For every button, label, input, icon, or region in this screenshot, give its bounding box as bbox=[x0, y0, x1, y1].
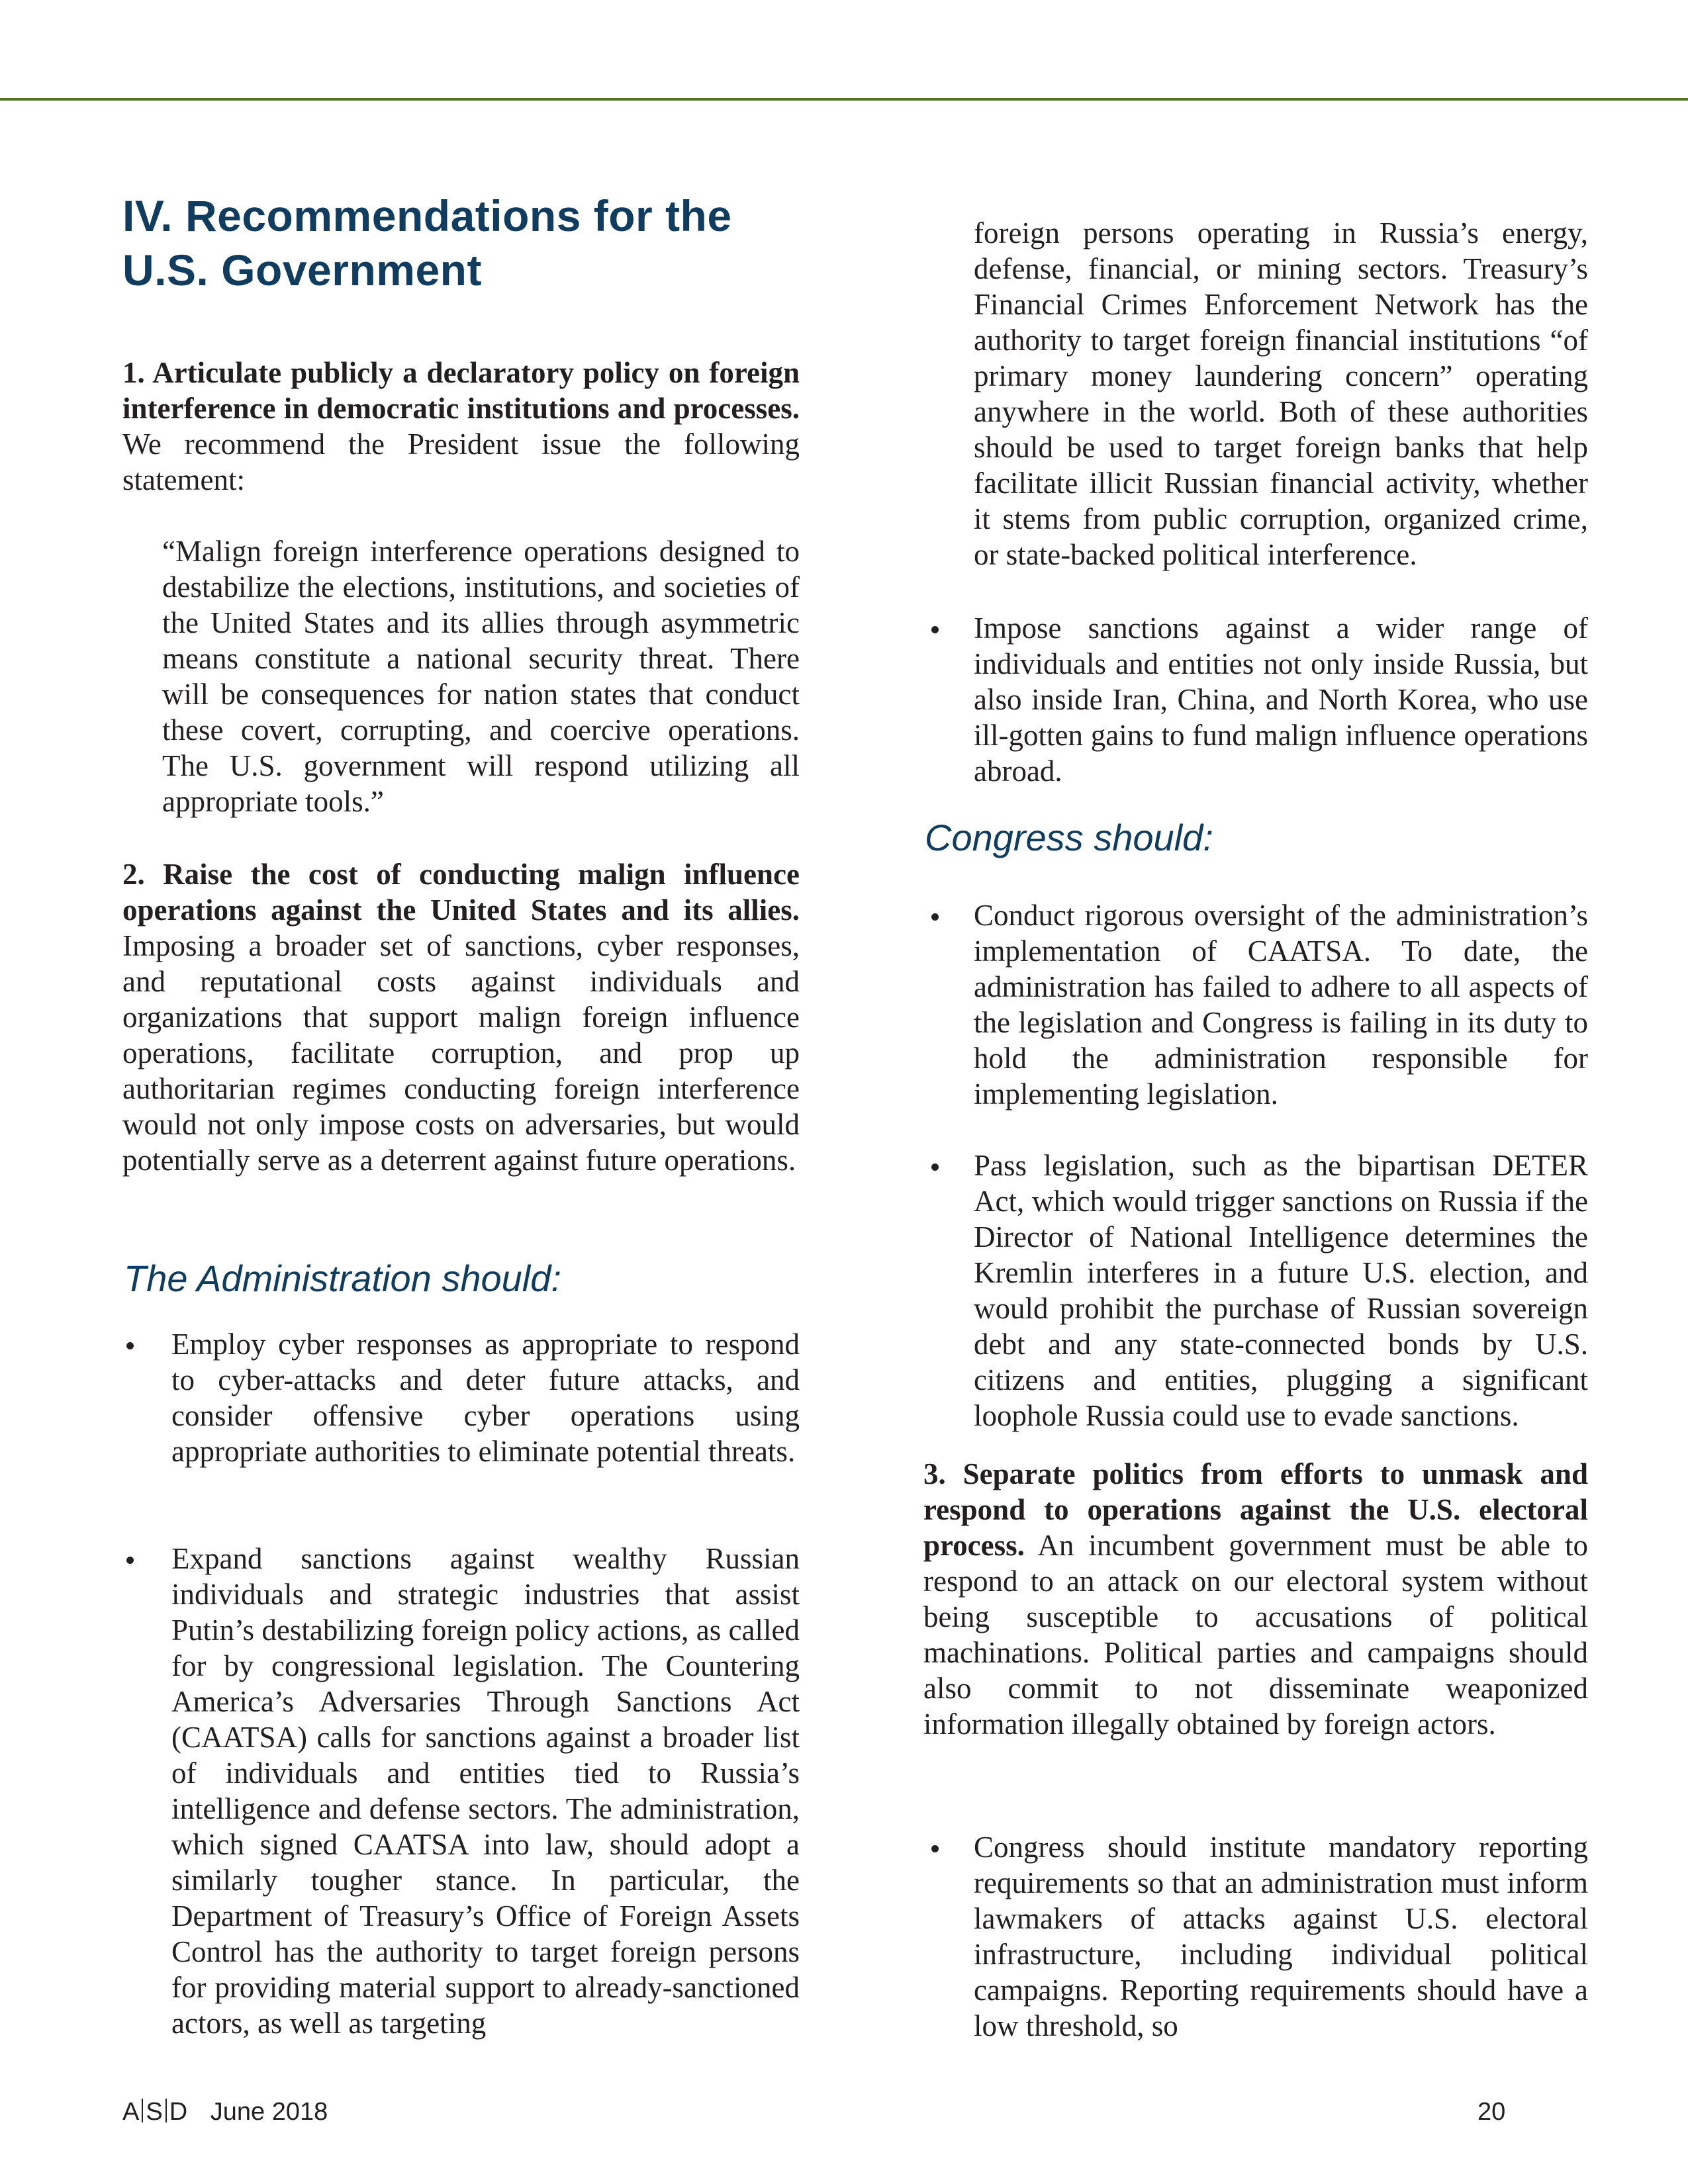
recommendation-2-heading: 2. Raise the cost of conducting malign influence operations against the United States and its allies. bbox=[122, 858, 800, 927]
recommendation-1 bbox=[122, 355, 800, 498]
page-title-line-2: U.S. Government bbox=[122, 246, 482, 295]
rec3-bullet-1-text: Congress should institute mandatory reporting requirements so that an administration must inform lawmakers of attacks against U.S. electoral infrastructure, including individual political campaigns. Reporting requirements should have a low threshold, so bbox=[974, 1831, 1588, 2042]
congress-bullet-1-text: Conduct rigorous oversight of the administration’s implementation of CAATSA. To date, the administration has failed to adhere to all aspects of the legislation and Congress is failing in its duty to hold the administration responsible for implementing legislation. bbox=[974, 899, 1588, 1111]
page-title-line-1: IV. Recommendations for the bbox=[122, 191, 732, 240]
congress-heading: Congress should: bbox=[925, 817, 1213, 858]
presidential-statement-quote: “Malign foreign interference operations designed to destabilize the elections, institutions, and societies of the United States and its allies through asymmetric means constitute a national security threat. There will be consequences for nation states that conduct these covert, corrupting, and coercive operations. The U.S. government will respond utilizing all appropriate tools.” bbox=[162, 535, 800, 818]
admin-bullet-2-text: Expand sanctions against wealthy Russian individuals and strategic industries that assist Putin’s destabilizing foreign policy actions, as called for by congressional legislation. The Countering America’s Adversaries Through Sanctions Act (CAATSA) calls for sanctions against a broader list of individuals and entities tied to Russia’s intelligence and defense sectors. The administration, which signed CAATSA into law, should adopt a similarly tougher stance. In particular, the Department of Treasury’s Office of Foreign Assets Control has the authority to target foreign persons for providing material support to already-sanctioned actors, as well as targeting bbox=[171, 1542, 800, 2040]
footer-date: June 2018 bbox=[210, 2098, 328, 2126]
congress-bullet-2-text: Pass legislation, such as the bipartisan DETER Act, which would trigger sanctions on Russia if the Director of National Intelligence determines the Kremlin interferes in a future U.S. election, and would prohibit the purchase of Russian sovereign debt and any state-connected bonds by U.S. citizens and entities, plugging a significant loophole Russia could use to evade sanctions. bbox=[974, 1149, 1588, 1432]
recommendation-3-heading: 3. Separate politics from efforts to unmask and respond to operations against the U.S. electoral process. bbox=[923, 1457, 1588, 1562]
divider-icon bbox=[165, 2099, 167, 2122]
footer-publication bbox=[122, 2098, 328, 2126]
org-logo: A S D bbox=[122, 2098, 188, 2126]
recommendation-2 bbox=[122, 856, 800, 1178]
recommendation-3 bbox=[923, 1456, 1588, 1742]
recommendation-3-text: An incumbent government must be able to respond to an attack on our electoral system without being susceptible to accusations of political machinations. Political parties and campaigns should also commit to not disseminate weaponized information illegally obtained by foreign actors. bbox=[923, 1529, 1588, 1741]
administration-heading: The Administration should: bbox=[124, 1257, 561, 1299]
top-rule-divider bbox=[0, 98, 1688, 101]
admin-bullet-2-continued: foreign persons operating in Russia’s energy, defense, financial, or mining sectors. Treasury’s Financial Crimes Enforcement Network has the authority to target foreign financial institutions “of primary money laundering concern” operating anywhere in the world. Both of these authorities should be used to target foreign banks that help facilitate illicit Russian financial activity, whether it stems from public corruption, organized crime, or state-backed political interference. bbox=[974, 216, 1588, 571]
page-number: 20 bbox=[1477, 2098, 1506, 2126]
divider-icon bbox=[142, 2099, 143, 2122]
recommendation-1-heading: 1. Articulate publicly a declaratory policy on foreign interference in democratic institutions and processes. bbox=[122, 356, 800, 425]
recommendation-2-text: Imposing a broader set of sanctions, cyber responses, and reputational costs against individuals and organizations that support malign foreign influence operations, facilitate corruption, and prop up authoritarian regimes conducting foreign interference would not only impose costs on adversaries, but would potentially serve as a deterrent against future operations. bbox=[122, 929, 800, 1177]
admin-bullet-3-text: Impose sanctions against a wider range of individuals and entities not only inside Russia, but also inside Iran, China, and North Korea, who use ill-gotten gains to fund malign influence operations abroad. bbox=[974, 612, 1588, 788]
recommendation-1-text: We recommend the President issue the following statement: bbox=[122, 428, 800, 496]
page-title bbox=[122, 189, 732, 297]
admin-bullet-1-text: Employ cyber responses as appropriate to respond to cyber-attacks and deter future attacks, and consider offensive cyber operations using appropriate authorities to eliminate potential threats. bbox=[171, 1328, 800, 1468]
